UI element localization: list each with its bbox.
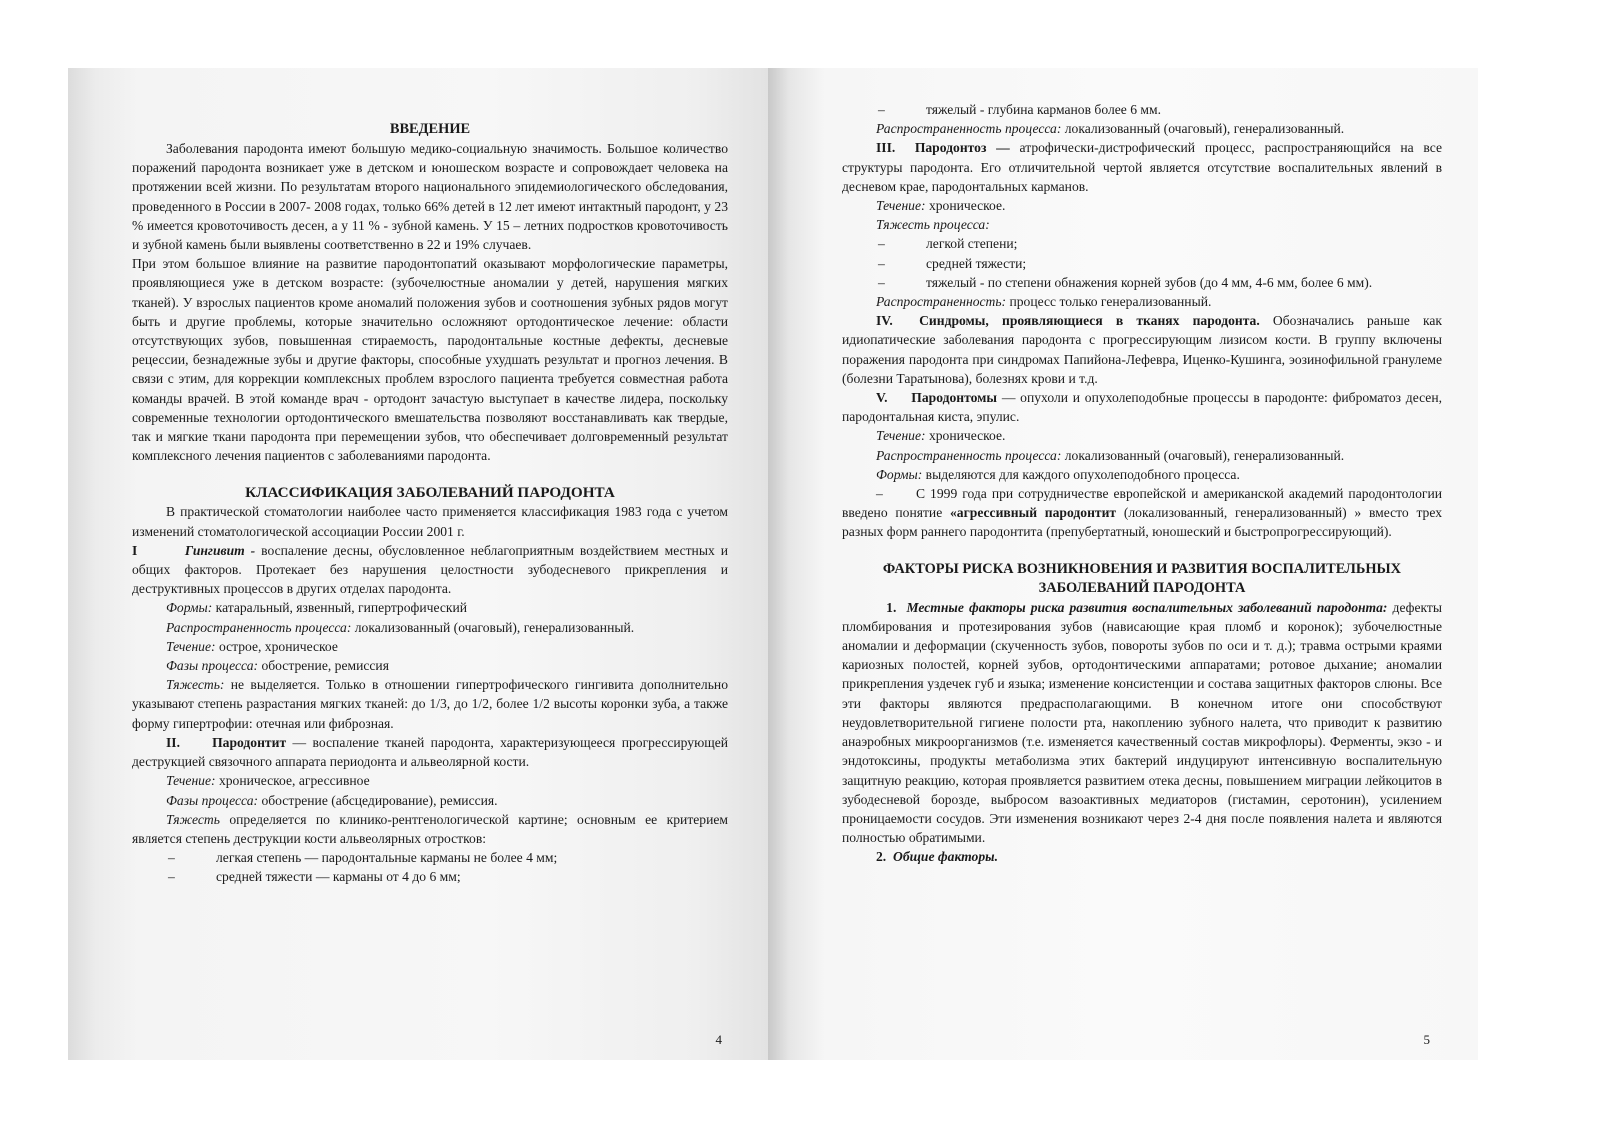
periodontomas-term: Пародонтомы bbox=[911, 390, 998, 406]
gingivitis-severity: Тяжесть: не выделяется. Только в отношении гипертрофического гингивита дополнительно указывают степень разрастания мягких тканей: до 1/3, до 1/2, более 1/2 высоты коронки зуба, а также форму гипертрофии: отечная или фиброзная. bbox=[132, 677, 728, 731]
gingivitis-spread: Распространенность процесса: локализованный (очаговый), генерализованный. bbox=[166, 619, 635, 635]
gingivitis-phases: Фазы процесса: обострение, ремиссия bbox=[166, 658, 389, 674]
gingivitis-course: Течение: острое, хроническое bbox=[166, 638, 338, 654]
right-page bbox=[768, 68, 1478, 1060]
gingivitis-paragraph: I Гингивит - воспаление десны, обусловленное неблагоприятным воздействием местных и общих факторов. Протекает без нарушения целостности зубодесневого прикрепления и деструктивных процессов в других отделах пародонта. bbox=[132, 542, 728, 597]
local-factors-paragraph: 1. Местные факторы риска развития воспалительных заболеваний пародонта: дефекты пломбирования и протезирования зубов (нависающие края пломб и коронок); зубочелюстные аномалии и деформации (скученность зубов, повороты зубов по оси и т. д.); травма острыми краями кариозных полостей, корней зубов, ортодонтическими аппаратами; ротовое дыхание; аномалии прикрепления уздечек губ и языка; изменение консистенции и состава защитных факторов слюны. Все эти факторы являются предрасполагающими. В конечном итоге они способствуют неудовлетворительной гигиене полости рта, накоплению зубного налета, что приводит к развитию анаэробных микроорганизмов (т.е. изменяется качественный состав микрофлоры). Ферменты, экзо - и эндотоксины, продукты метаболизма этих бактерий индуцируют интенсивную воспалительную защитную реакцию, которая проявляется развитием отека десны, повышением миграции лейкоцитов в зубодесневой борозде, выбросом вазоактивных медиаторов (гистамин, серотонин), усилением проницаемости сосудов. Эти изменения возникают через 2-4 дня после появления налета и являются полностью обратимыми. bbox=[842, 599, 1443, 846]
gingivitis-forms: Формы: катаральный, язвенный, гипертрофический bbox=[166, 600, 468, 616]
page-number-right: 5 bbox=[1423, 1032, 1430, 1047]
periodontitis-term: Пародонтит bbox=[212, 734, 287, 750]
periodontomas-paragraph: V. Пародонтомы — опухоли и опухолеподобные процессы в пародонте: фиброматоз десен, пародонтальная киста, эпулис. bbox=[842, 390, 1442, 425]
local-factors-term: Местные факторы риска развития воспалительных заболеваний пародонта: bbox=[906, 599, 1388, 615]
page-number-left: 4 bbox=[715, 1032, 722, 1047]
aggressive-periodontitis-paragraph: – С 1999 года при сотрудничестве европейской и американской академий пародонтологии введено понятие «агрессивный пародонтит (локализованный, генерализованный) » вместо трех разных форм раннего пародонтита (препубертатный, юношеский и быстропрогрессирующий). bbox=[842, 486, 1443, 540]
periodontomas-spread: Распространенность процесса: локализованный (очаговый), генерализованный. bbox=[876, 447, 1345, 463]
left-page-text bbox=[132, 120, 728, 887]
periodontitis-severity: Тяжесть определяется по клинико-рентгенологической картине; основным ее критерием является степень деструкции кости альвеолярных отростков: bbox=[132, 811, 728, 846]
periodontomas-course: Течение: хроническое. bbox=[876, 428, 1006, 444]
periodontosis-term: Пародонтоз — bbox=[914, 140, 1010, 156]
syndromes-paragraph: IV. Синдромы, проявляющиеся в тканях пародонта. Обозначались раньше как идиопатические заболевания пародонта с прогрессирующим лизисом кости. В группу включены поражения пародонта при синдромах Папийона-Лефевра, Иценко-Кушинга, эозинофильной гранулеме (болезни Таратынова), болезнях крови и т.д. bbox=[842, 313, 1442, 386]
right-page-text bbox=[842, 100, 1442, 867]
list-item: – легкая степень — пародонтальные карманы не более 4 мм; bbox=[168, 850, 558, 866]
periodontosis-paragraph: III. Пародонтоз — атрофически-дистрофический процесс, распространяющийся на все структуры пародонта. Его отличительной чертой является отсутствие воспалительных явлений в десневом крае, пародонтальных карманов. bbox=[842, 140, 1443, 194]
list-item: – средней тяжести; bbox=[878, 255, 1027, 271]
gingivitis-term: Гингивит - bbox=[184, 542, 256, 558]
periodontosis-severity: Тяжесть процесса: bbox=[876, 217, 990, 233]
intro-heading: ВВЕДЕНИЕ bbox=[389, 121, 471, 137]
list-item: – легкой степени; bbox=[878, 236, 1018, 252]
periodontitis-spread: Распространенность процесса: локализованный (очаговый), генерализованный. bbox=[876, 121, 1345, 137]
periodontitis-phases: Фазы процесса: обострение (абсцедирование), ремиссия. bbox=[166, 792, 498, 808]
classification-intro: В практической стоматологии наиболее часто применяется классификация 1983 года с учетом изменений стоматологической ассоциации России 2001 г. bbox=[132, 504, 728, 539]
periodontosis-spread: Распространенность: процесс только генерализованный. bbox=[876, 294, 1212, 310]
risk-factors-heading: ФАКТОРЫ РИСКА ВОЗНИКНОВЕНИЯ И РАЗВИТИЯ ВОСПАЛИТЕЛЬНЫХ ЗАБОЛЕВАНИЙ ПАРОДОНТА bbox=[882, 560, 1402, 596]
list-item: – средней тяжести — карманы от 4 до 6 мм; bbox=[168, 869, 461, 885]
periodontitis-paragraph: II. Пародонтит — воспаление тканей пародонта, характеризующееся прогрессирующей деструкцией связочного аппарата периодонта и альвеолярной кости. bbox=[132, 734, 729, 770]
gingivitis-number: I bbox=[132, 542, 138, 558]
periodontosis-course: Течение: хроническое. bbox=[876, 198, 1006, 214]
list-item: – тяжелый - по степени обнажения корней зубов (до 4 мм, 4-6 мм, более 6 мм). bbox=[878, 274, 1373, 290]
periodontitis-course: Течение: хроническое, агрессивное bbox=[166, 773, 370, 789]
general-factors-heading: 2. Общие факторы. bbox=[876, 849, 998, 865]
intro-paragraph-2: При этом большое влияние на развитие пародонтопатий оказывают морфологические параметры, проявляющиеся уже в детском возрасте: (зубочелюстные аномалии у детей, нарушения мягких тканей). У взрослых пациентов кроме аномалий положения зубов и соотношения зубных рядов могут быть и другие проблемы, которые значительно осложняют ортодонтическое лечение: области отсутствующих зубов, повышенная стираемость, пародонтальные костные дефекты, десневые рецессии, безнадежные зубы и другие факторы, способные ухудшать результат и прогноз лечения. В связи с этим, для коррекции комплексных проблем взрослого пациента требуется совместная работа команды врачей. В этой команде врач - ортодонт зачастую выступает в качестве лидера, поскольку современные технологии ортодонтического вмешательства позволяют восстанавливать как твердые, так и мягкие ткани пародонта при перемещении зубов, что обеспечивает долговременный результат комплексного лечения пациентов с заболеваниями пародонта. bbox=[132, 256, 728, 464]
syndromes-term: Синдромы, проявляющиеся в тканях пародонта. bbox=[919, 313, 1260, 329]
classification-heading: КЛАССИФИКАЦИЯ ЗАБОЛЕВАНИЙ ПАРОДОНТА bbox=[245, 484, 615, 502]
left-page bbox=[68, 68, 768, 1060]
periodontomas-forms: Формы: выделяются для каждого опухолеподобного процесса. bbox=[876, 466, 1240, 482]
intro-paragraph-1: Заболевания пародонта имеют большую медико-социальную значимость. Большое количество поражений пародонта возникает уже в детском и юношеском возрасте и сопровождает человека на протяжении всей жизни. По результатам второго национального эпидемиологического обследования, проведенного в России в 2007- 2008 годах, только 66% детей в 12 лет имеют интактный пародонт, у 23 % имеется кровоточивость десен, а у 11 % - зубной камень. У 15 – летних подростков кровоточивость и зубной камень были выявлены соответственно в 22 и 19% случаев. bbox=[132, 141, 728, 253]
list-item: – тяжелый - глубина карманов более 6 мм. bbox=[878, 102, 1161, 117]
